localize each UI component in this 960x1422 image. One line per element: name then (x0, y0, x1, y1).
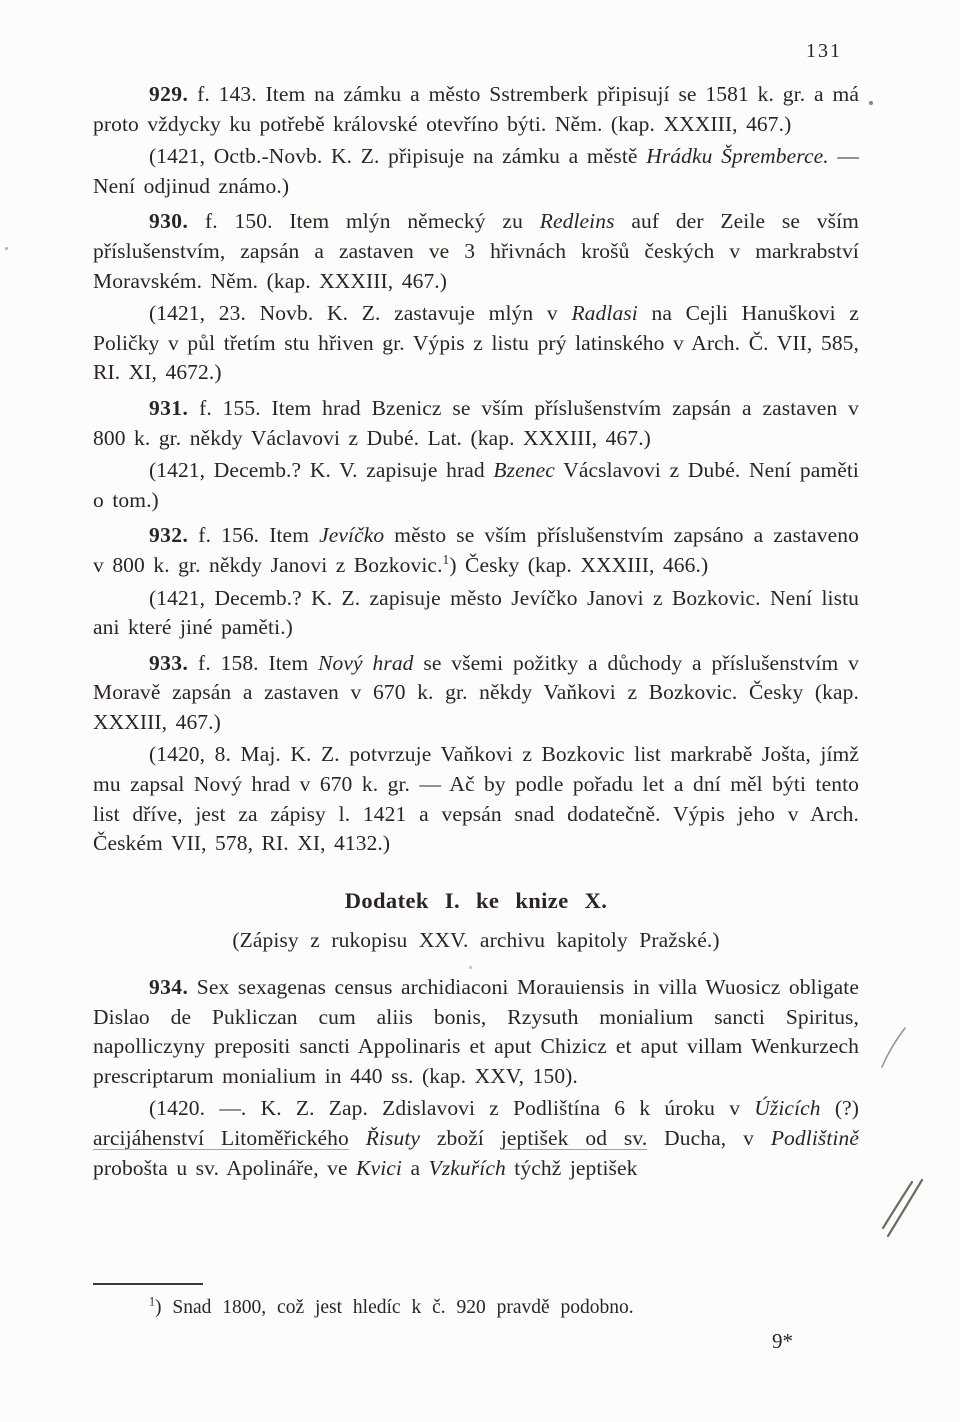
note-932: (1421, Decemb.? K. Z. zapisuje město Jevíčko Janovi z Bozkovic. Není listu ani které jiné paměti.) (93, 585, 859, 640)
paper-speck (5, 247, 8, 250)
signature-mark: 9* (772, 1329, 793, 1353)
paper-speck (869, 101, 873, 105)
entry-931: 931. f. 155. Item hrad Bzenicz se vším příslušenstvím zapsán a zastaven v 800 k. gr. někdy Václavovi z Dubé. Lat. (kap. XXXIII, 467.) (93, 395, 859, 450)
entry-929: 929. f. 143. Item na zámku a město Sstremberk připisují se 1581 k. gr. a má proto vždycky ku potřebě královské otevříno býti. Něm. (kap. XXXIII, 467.) (93, 82, 859, 136)
heading-dodatek: Dodatek I. ke knize X. (344, 887, 608, 913)
note-930: (1421, 23. Novb. K. Z. zastavuje mlýn v Radlasi na Cejli Hanuškovi z Poličky v půl třetím stu hřiven gr. Výpis z listu prý latinského v Arch. Č. VII, 585, RI. XI, 4672.) (93, 301, 860, 385)
entry-934: 934. Sex sexagenas census archidiaconi Morauiensis in villa Wuosicz obligate Dislao de Pukliczan cum aliis bonis, Rzysuth monialium sancti Spiritus, napolliczyny prepositi sancti Appolinaris et aput Chizicz et aput villam Wenkurzech prescriptarum monialium in 440 ss. (kap. XXV, 150). (93, 975, 859, 1088)
pen-mark-double-slash-2 (888, 1180, 922, 1236)
footnote-separator (93, 1283, 203, 1285)
entry-933: 933. f. 158. Item Nový hrad se všemi požitky a důchody a příslušenstvím v Moravě zapsán a zastaven v 670 k. gr. někdy Vaňkovi z Bozkovic. Česky (kap. XXXIII, 467.) (93, 650, 859, 734)
footnote-text: $^1$) Snad 1800, což jest hledíc k č. 920 pravdě podobno. (149, 1294, 634, 1318)
pen-mark-single-slash (882, 1028, 905, 1067)
text-block (93, 80, 859, 1183)
entry-930: 930. f. 150. Item mlýn německý zu Redleins auf der Zeile se vším příslušenstvím, zapsán a zastaven ve 3 hřivnách krošů českých v markrabství Moravském. Něm. (kap. XXXIII, 467.) (93, 209, 859, 293)
entry-932: 932. f. 156. Item Jevíčko město se vším příslušenstvím zapsáno a zastaveno v 800 k. gr. někdy Janovi z Bozkovic.$^1$) Česky (kap. XXXIII, 466.) (93, 523, 859, 577)
footnote-area (93, 1283, 859, 1321)
pen-mark-double-slash-1 (883, 1182, 912, 1228)
note-934: (1420. —. K. Z. Zap. Zdislavovi z Podlištína 6 k úroku v Úžicích (?) arcijáhenství Litoměřického Řisuty zboží jeptišek od sv. Ducha, v Podlištině probošta u sv. Apolináře, ve Kvici a Vzkuřích týchž jeptišek (93, 1096, 860, 1180)
note-929: (1421, Octb.-Novb. K. Z. připisuje na zámku a městě Hrádku Špremberce. — Není odjinud známo.) (93, 144, 859, 198)
paper-speck (469, 966, 472, 969)
note-931: (1421, Decemb.? K. V. zapisuje hrad Bzenec Vácslavovi z Dubé. Není paměti o tom.) (93, 458, 859, 512)
subheading-dodatek: (Zápisy z rukopisu XXV. archivu kapitoly Pražské.) (232, 928, 720, 953)
note-933: (1420, 8. Maj. K. Z. potvrzuje Vaňkovi z Bozkovic list markrabě Jošta, jímž mu zapsal Nový hrad v 670 k. gr. — Ač by podle pořadu let a dní měl býti tento list dříve, jest za zápisy l. 1421 a vepsán snad dodatečně. Výpis jeho v Arch. Českém VII, 578, RI. XI, 4132.) (93, 742, 859, 856)
page-number: 131 (806, 40, 842, 62)
